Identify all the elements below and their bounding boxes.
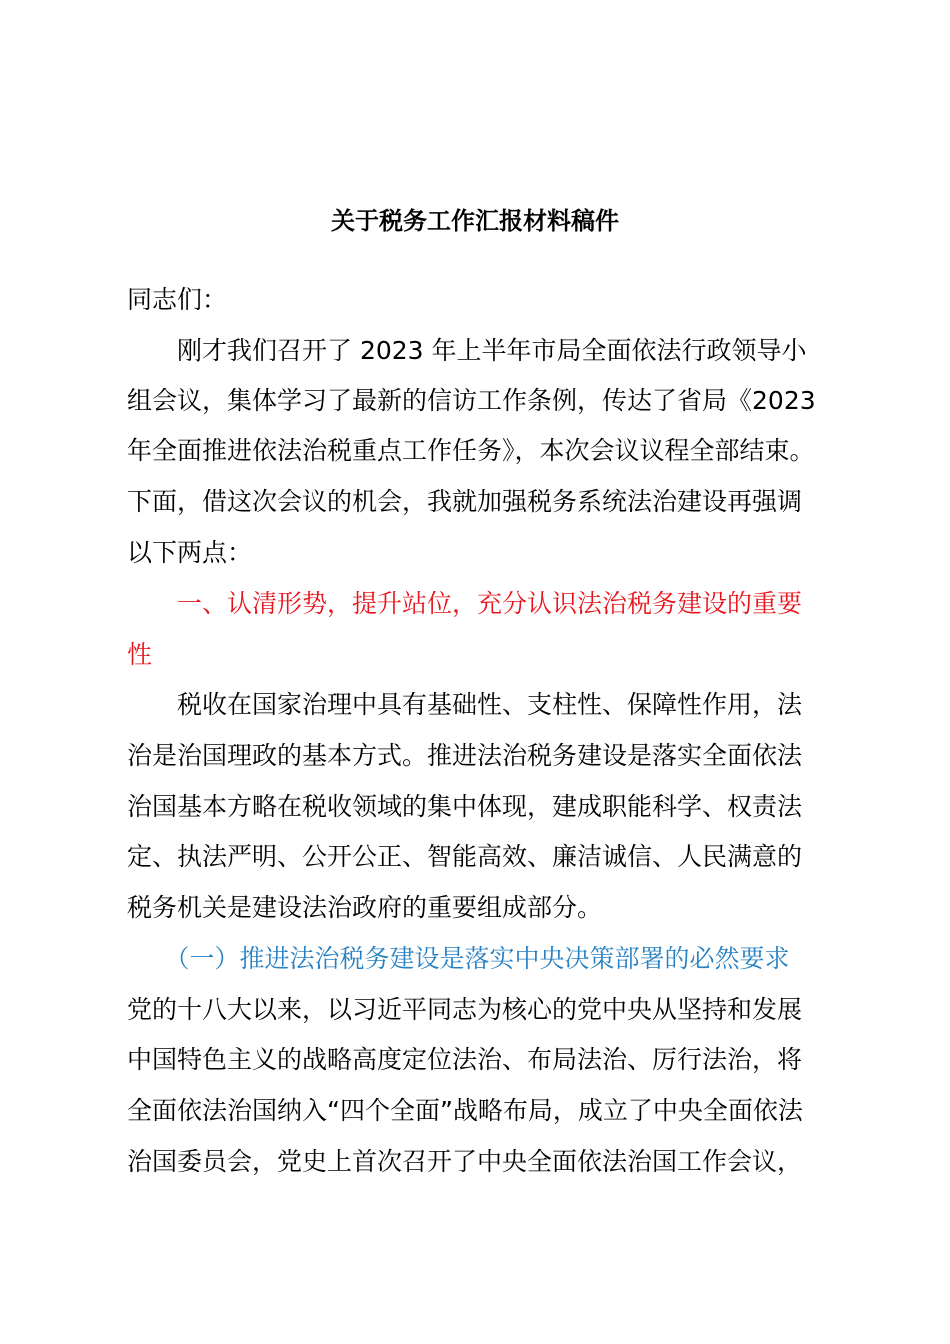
subsection-heading-1: （一）推进法治税务建设是落实中央决策部署的必然要求 <box>127 944 790 973</box>
document-title: 关于税务工作汇报材料稿件 <box>331 207 619 235</box>
body-line: 组会议，集体学习了最新的信访工作条例，传达了省局《2023 <box>127 386 816 415</box>
body-line: 中国特色主义的战略高度定位法治、布局法治、厉行法治，将 <box>127 1045 803 1074</box>
salutation: 同志们： <box>127 285 228 314</box>
section-heading-1: 性 <box>127 640 153 669</box>
body-line: 治国委员会，党史上首次召开了中央全面依法治国工作会议， <box>127 1147 803 1176</box>
body-line: 年全面推进依法治税重点工作任务》，本次会议议程全部结束。 <box>127 436 815 465</box>
section-heading-1: 一、认清形势，提升站位，充分认识法治税务建设的重要 <box>127 589 803 618</box>
body-line: 税收在国家治理中具有基础性、支柱性、保障性作用，法 <box>127 690 803 719</box>
body-line: 定、执法严明、公开公正、智能高效、廉洁诚信、人民满意的 <box>127 842 803 871</box>
body-line: 下面，借这次会议的机会，我就加强税务系统法治建设再强调 <box>127 487 803 516</box>
body-line: 治是治国理政的基本方式。推进法治税务建设是落实全面依法 <box>127 741 803 770</box>
body-line: 党的十八大以来，以习近平同志为核心的党中央从坚持和发展 <box>127 995 803 1024</box>
body-line: 刚才我们召开了 2023 年上半年市局全面依法行政领导小 <box>127 336 807 365</box>
body-line: 以下两点： <box>127 538 253 567</box>
body-line: 全面依法治国纳入“四个全面”战略布局，成立了中央全面依法 <box>127 1096 803 1125</box>
body-line: 治国基本方略在税收领域的集中体现，建成职能科学、权责法 <box>127 792 803 821</box>
body-line: 税务机关是建设法治政府的重要组成部分。 <box>127 893 603 922</box>
